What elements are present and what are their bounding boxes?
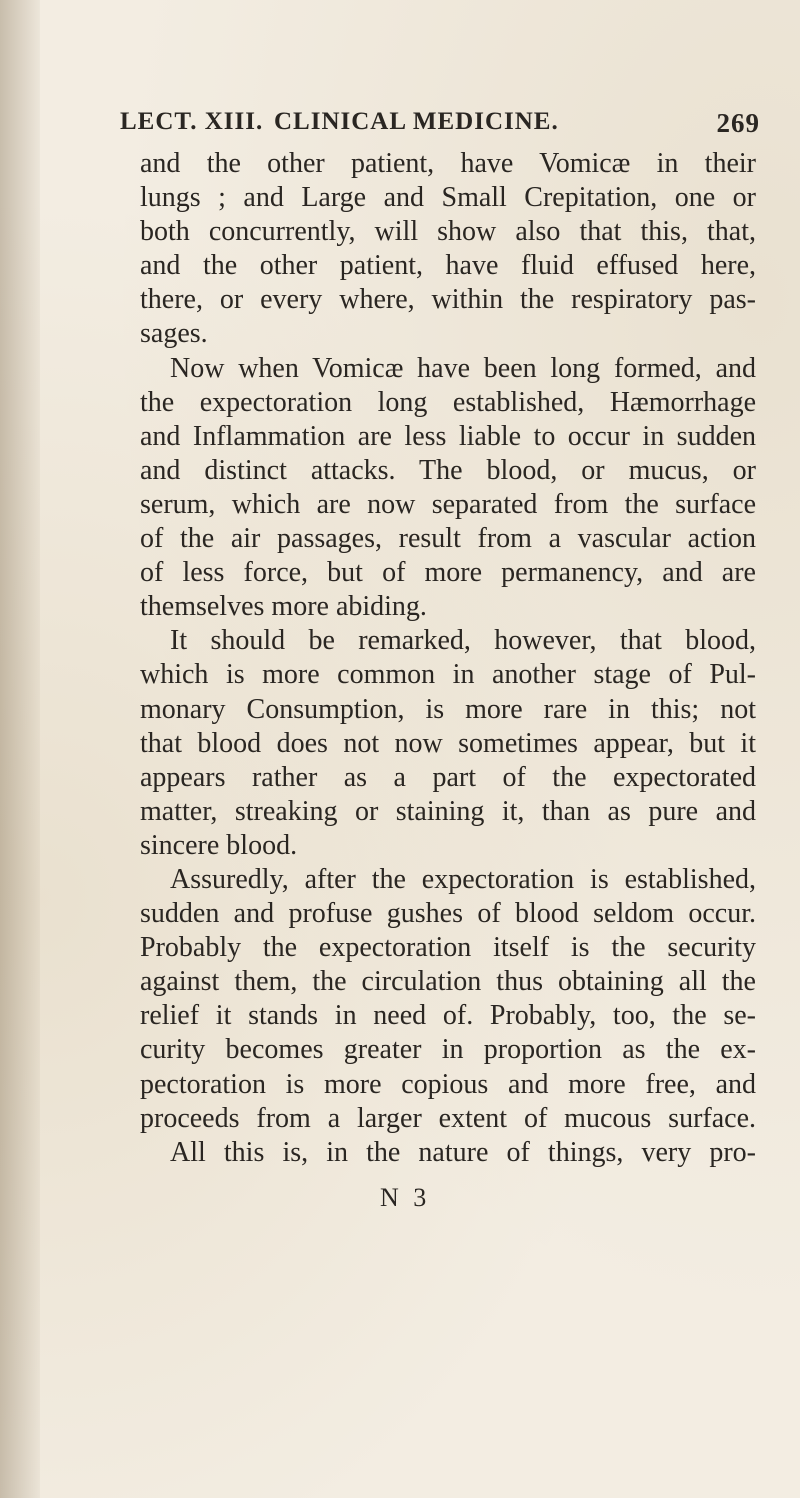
page-gutter-shadow	[0, 0, 40, 1498]
text-line: of the air passages, result from a vascular action	[140, 523, 756, 555]
text-line: matter, streaking or staining it, than as pure and	[140, 795, 756, 827]
text-line: monary Consumption, is more rare in this; not	[140, 693, 756, 725]
text-line: relief it stands in need of. Probably, too, the se-	[140, 1000, 756, 1032]
text-line: and Inflammation are less liable to occur in sudden	[140, 420, 756, 452]
text-line: of less force, but of more permanency, and are	[140, 557, 756, 589]
text-line: there, or every where, within the respiratory pas-	[140, 284, 756, 316]
text-line: Assuredly, after the expectoration is established,	[170, 863, 756, 895]
text-line: sincere blood.	[140, 829, 298, 861]
body-text	[140, 147, 756, 1170]
text-line: that blood does not now sometimes appear, but it	[140, 727, 756, 759]
running-head	[120, 108, 760, 142]
text-line: against them, the circulation thus obtaining all the	[140, 966, 756, 998]
lecture-number: LECT. XIII.	[120, 108, 264, 135]
text-line: both concurrently, will show also that this, that,	[140, 216, 756, 248]
running-title: CLINICAL MEDICINE.	[274, 108, 559, 135]
page-number: 269	[716, 108, 760, 138]
signature-mark: N 3	[380, 1183, 431, 1212]
text-line: It should be remarked, however, that blood,	[170, 625, 756, 657]
text-line: sages.	[140, 318, 208, 350]
text-line: curity becomes greater in proportion as the ex-	[140, 1034, 756, 1066]
text-line: All this is, in the nature of things, very pro-	[170, 1136, 756, 1168]
text-line: proceeds from a larger extent of mucous surface.	[140, 1102, 756, 1134]
text-line: Now when Vomicæ have been long formed, and	[170, 352, 756, 384]
text-line: which is more common in another stage of Pul-	[140, 659, 756, 691]
text-line: appears rather as a part of the expectorated	[140, 761, 756, 793]
text-line: and the other patient, have Vomicæ in their	[140, 148, 756, 179]
text-line: serum, which are now separated from the surface	[140, 488, 756, 520]
text-line: themselves more abiding.	[140, 591, 427, 623]
text-line: and the other patient, have fluid effused here,	[140, 250, 756, 282]
text-line: pectoration is more copious and more free, and	[140, 1068, 756, 1100]
text-line: and distinct attacks. The blood, or mucus, or	[140, 454, 756, 486]
text-line: the expectoration long established, Hæmorrhage	[140, 386, 756, 418]
text-line: Probably the expectoration itself is the security	[140, 932, 756, 964]
text-line: lungs ; and Large and Small Crepitation, one or	[140, 182, 756, 214]
text-line: sudden and profuse gushes of blood seldom occur.	[140, 898, 756, 930]
